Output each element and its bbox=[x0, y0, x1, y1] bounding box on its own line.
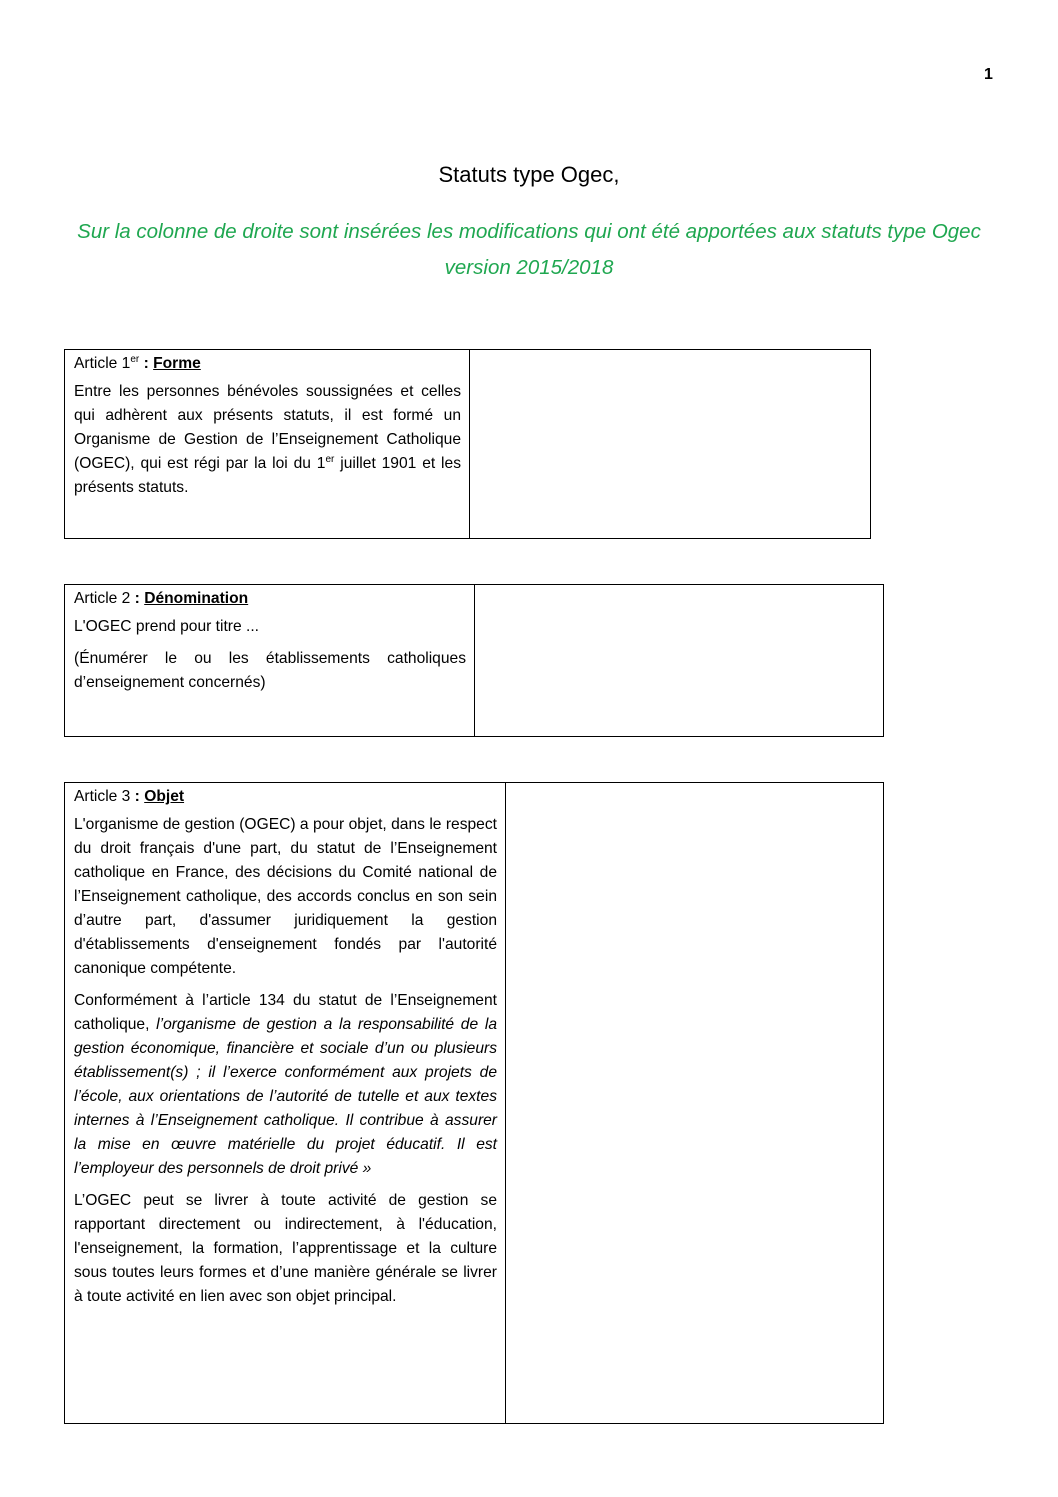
article-3-paragraph-2: Conformément à l’article 134 du statut de l’Enseignement catholique, l’organisme de gestion a la responsabilité de la gestion économique, financière et sociale d’un ou plusieurs établissement(s) ; il l’exerce conformément aux projets de l’école, aux orientations de l’autorité de tutelle et aux textes internes à l’Enseignement catholique. Il contribue à assurer la mise en œuvre matérielle du projet éducatif. Il est l’employeur des personnels de droit privé » bbox=[74, 992, 497, 1177]
article-3-paragraph-3: L’OGEC peut se livrer à toute activité de gestion se rapportant directement ou indirectement, à l'éducation, l'enseignement, la formation, l’apprentissage et la culture sous toutes leurs formes et d’une manière générale se livrer à toute activité en lien avec son objet principal. bbox=[74, 1192, 497, 1305]
document-title: Statuts type Ogec, bbox=[438, 162, 620, 187]
article-1-text-cell bbox=[65, 350, 470, 539]
article-3-modifications-cell bbox=[506, 783, 884, 1424]
article-3-subject: Objet bbox=[144, 788, 185, 805]
article-1-table bbox=[64, 349, 871, 539]
article-1-paragraph: Entre les personnes bénévoles soussignées et celles qui adhèrent aux présents statuts, il est formé un Organisme de Gestion de l’Enseignement Catholique (OGEC), qui est régi par la loi du 1er juillet 1901 et les présents statuts. bbox=[74, 383, 461, 496]
article-2-text-cell bbox=[65, 585, 475, 737]
document-subtitle: Sur la colonne de droite sont insérées les modifications qui ont été apportées aux statuts type Ogec version 2015/2018 bbox=[77, 220, 981, 279]
article-1-subject: Forme bbox=[153, 355, 201, 372]
article-2-subject: Dénomination bbox=[144, 590, 249, 607]
article-1-modifications-cell bbox=[470, 350, 871, 539]
article-1-heading: Article 1er : Forme bbox=[74, 353, 201, 372]
article-3-table bbox=[64, 782, 884, 1424]
article-3-paragraph-1: L'organisme de gestion (OGEC) a pour objet, dans le respect du droit français d'une part, du statut de l’Enseignement catholique en France, des décisions du Comité national de l’Enseignement catholique, des accords conclus en son sein d’autre part, d'assumer juridiquement la gestion d'établissements d'enseignement fondés par l'autorité canonique compétente. bbox=[74, 816, 497, 977]
article-3-text-cell bbox=[65, 783, 506, 1424]
article-2-modifications-cell bbox=[475, 585, 884, 737]
page-number: 1 bbox=[984, 66, 993, 83]
article-2-heading: Article 2 : Dénomination bbox=[74, 590, 249, 607]
article-3-heading: Article 3 : Objet bbox=[74, 788, 185, 805]
article-2-paragraph-1: L'OGEC prend pour titre ... bbox=[74, 618, 259, 635]
article-2-paragraph-2: (Énumérer le ou les établissements catholiques d’enseignement concernés) bbox=[74, 650, 466, 691]
article-2-table bbox=[64, 584, 884, 737]
